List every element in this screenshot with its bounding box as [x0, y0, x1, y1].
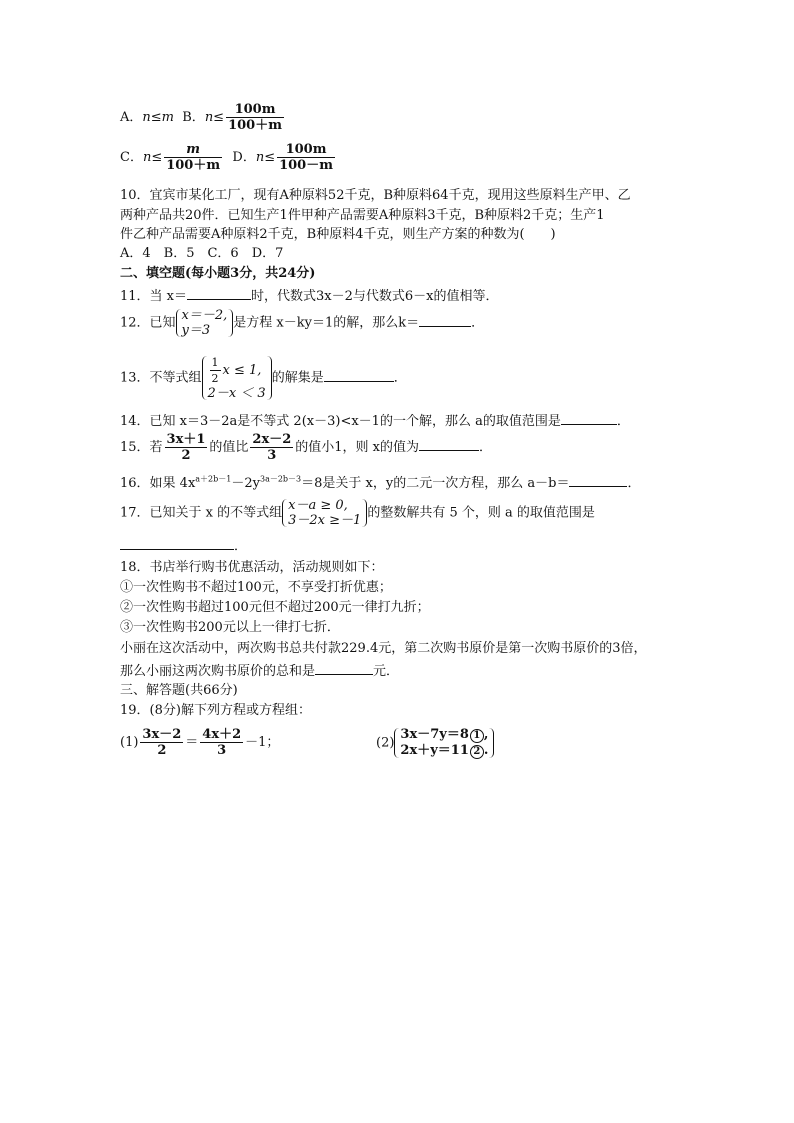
q9-c-lhs: n≤ — [142, 150, 163, 165]
q19-p2-system: 3x－7y＝8 1 , 2x＋y＝11 2 . — [394, 727, 494, 759]
q14-text: 14．已知 x＝3－2a是不等式 2(x－3)<x－1的一个解，那么 a的取值范围是 — [120, 414, 561, 429]
q9-d-fraction: $\frac{100m}{100-m}$ — [279, 142, 333, 173]
q12-answer-blank[interactable] — [419, 314, 471, 327]
q10-line-3: 件乙种产品需要A种原料2千克，B种原料4千克，则生产方案的种数为( ) — [120, 227, 556, 242]
q10-options: A．4 B．5 C．6 D．7 — [120, 246, 284, 261]
q13-pre: 13．不等式组 — [120, 370, 202, 386]
q10-line-2: 两种产品共20件．已知生产1件甲种产品需要A种原料3千克，B种原料2千克；生产1 — [120, 208, 605, 223]
section-2-heading: 二、填空题(每小题3分，共24分) — [120, 266, 316, 281]
q13-line: 13．不等式组 $\frac{1}{2}$ x ≤ 1, 2－x ＜ 3 的解集是 ． — [120, 356, 407, 401]
q19-p1-fraction-1: $\frac{3x-2}{2}$ — [142, 727, 182, 758]
q15-fraction-2: $\frac{2x-2}{3}$ — [252, 432, 292, 463]
q9-a-label: A． — [120, 110, 143, 125]
q15-pre: 15．若 — [120, 440, 163, 455]
q17-line — [120, 498, 595, 528]
q17-post: 的整数解共有 5 个，则 a 的取值范围是 — [367, 505, 595, 521]
q11-answer-blank[interactable] — [187, 287, 251, 300]
q10-line-1: 10．宜宾市某化工厂，现有A种原料52千克，B种原料64千克，现用这些原料生产甲、乙 — [120, 188, 631, 203]
q9-a-text: n≤m — [142, 110, 174, 125]
q9-option-ab-line — [120, 102, 286, 133]
q18-rule-1: ①一次性购书不超过100元，不享受打折优惠； — [120, 580, 392, 595]
q14-line: 14．已知 x＝3－2a是不等式 2(x－3)<x－1的一个解，那么 a的取值范围是 ． — [120, 414, 630, 429]
circled-2-marker: 2 — [470, 745, 484, 759]
q9-b-label: B． — [182, 110, 205, 125]
q15-post: 的值小1，则 x的值为 — [295, 440, 419, 455]
q18-last-line — [120, 662, 399, 680]
q12-line: 12．已知 x＝－2, y＝3 是方程 x－ky＝1的解，那么k＝ ． — [120, 308, 485, 338]
q17-answer-blank[interactable] — [120, 537, 234, 550]
q19-part-1: (1) $\frac{3x-2}{2}$ ＝ $\frac{4x+2}{3}$ －1； — [120, 727, 280, 758]
q9-c-fraction: $\frac{m}{100+m}$ — [166, 142, 221, 173]
q12-pre: 12．已知 — [120, 315, 176, 331]
q13-system: $\frac{1}{2}$ x ≤ 1, 2－x ＜ 3 — [202, 355, 272, 401]
q19-intro: 19．(8分)解下列方程或方程组： — [120, 703, 311, 718]
q17-answer-line: ． — [120, 537, 247, 555]
q18-answer-blank[interactable] — [315, 662, 373, 675]
q12-system: x＝－2, y＝3 — [176, 308, 234, 338]
q9-c-label: C． — [120, 150, 143, 165]
q9-b-fraction: $\frac{100m}{100+m}$ — [228, 102, 282, 133]
q11-pre: 11．当 x＝ — [120, 289, 188, 304]
q18-last-post: 元． — [373, 664, 400, 679]
q15-fraction-1: $\frac{3x+1}{2}$ — [166, 432, 206, 463]
circled-1-marker: 1 — [470, 729, 484, 743]
q9-b-lhs: n≤ — [204, 110, 225, 125]
q18-rule-2: ②一次性购书超过100元但不超过200元一律打九折； — [120, 600, 430, 615]
q19-p1-label: (1) — [120, 735, 139, 750]
q19-p2-label: (2) — [376, 735, 395, 751]
q18-last-pre: 那么小丽这两次购书原价的总和是 — [120, 664, 316, 679]
q12-post: 是方程 x－ky＝1的解，那么k＝ — [233, 315, 420, 331]
q16-exponent-1: a＋2b－1 — [195, 474, 232, 484]
q15-answer-blank[interactable] — [419, 438, 479, 451]
q16-post: ＝8是关于 x，y的二元一次方程，那么 a－b＝ — [301, 476, 570, 491]
q16-line: 16．如果 $4x^{a+2b-1}-2y^{3a-2b-3}=8$是关于 x，y的二元一次方程，那么 a－b＝ ． — [120, 474, 641, 491]
q13-post: 的解集是 — [271, 370, 324, 386]
q18-rule-3: ③一次性购书200元以上一律打七折． — [120, 620, 340, 635]
q9-d-lhs: n≤ — [255, 150, 276, 165]
q18-body: 小丽在这次活动中，两次购书总共付款229.4元，第二次购书原价是第一次购书原价的3倍， — [120, 641, 647, 656]
q19-p1-fraction-2: $\frac{4x+2}{3}$ — [202, 727, 242, 758]
q15-line: 15．若 $\frac{3x+1}{2}$ 的值比 $\frac{2x-2}{3}$ 的值小1，则 x的值为 ． — [120, 432, 493, 463]
q13-answer-blank[interactable] — [324, 369, 394, 382]
q14-answer-blank[interactable] — [561, 412, 617, 425]
q11-line — [120, 287, 499, 305]
q9-d-label: D． — [232, 150, 256, 165]
q17-pre: 17．已知关于 x 的不等式组 — [120, 505, 283, 521]
q16-pre: 16．如果 4x — [120, 476, 196, 491]
q19-part-2 — [376, 727, 494, 759]
q16-exponent-2: 3a－2b－3 — [259, 474, 302, 484]
q11-post: 时，代数式3x－2与代数式6－x的值相等． — [251, 289, 499, 304]
q9-option-cd-line — [120, 142, 337, 173]
q16-answer-blank[interactable] — [569, 474, 627, 487]
q17-system: x－a ≥ 0, 3－2x ≥－1 — [282, 498, 367, 528]
q18-intro: 18．书店举行购书优惠活动，活动规则如下： — [120, 560, 384, 575]
section-3-heading: 三、解答题(共66分) — [120, 683, 238, 698]
